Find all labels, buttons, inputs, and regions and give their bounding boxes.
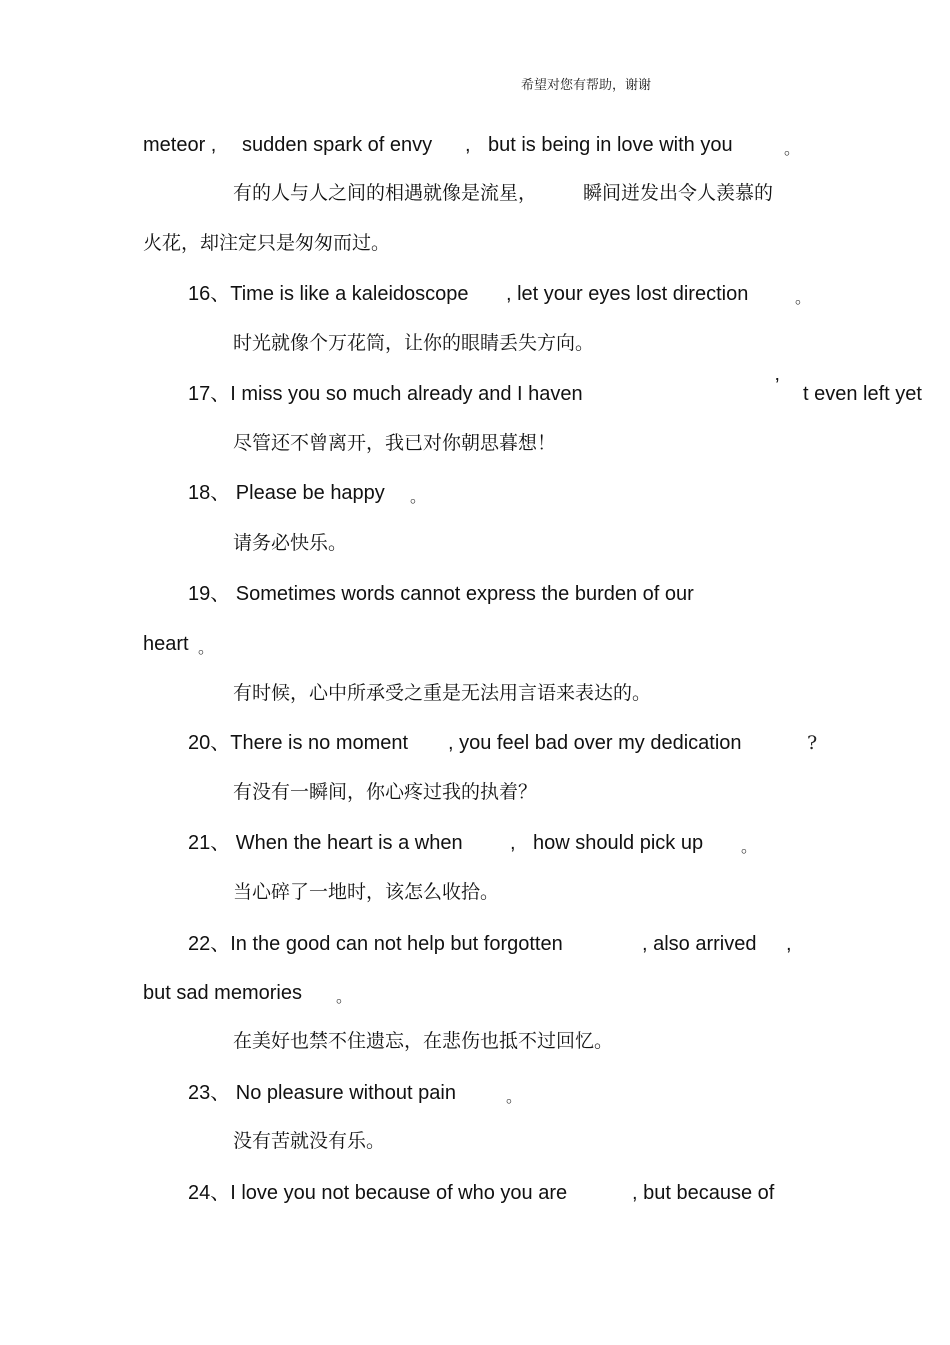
text-segment: but is being in love with you [488, 134, 733, 156]
text-segment: 瞬间迸发出令人羡慕的 [583, 182, 774, 204]
period-mark: 。 [741, 837, 758, 856]
text-segment: 在美好也禁不住遗忘，在悲伤也抵不过回忆。 [233, 1030, 614, 1052]
period-mark: 。 [506, 1087, 523, 1106]
text-segment: 请务必快乐。 [233, 532, 348, 554]
text-segment: 22、In the good can not help but forgotten [188, 933, 563, 955]
text-segment: but sad memories [143, 982, 302, 1004]
text-segment: heart [143, 633, 189, 655]
period-mark: 。 [198, 638, 215, 657]
text-segment: , [465, 134, 471, 156]
apostrophe-mark: ’ [775, 375, 780, 397]
text-segment: , let your eyes lost direction [506, 283, 749, 305]
text-segment: 有没有一瞬间，你心疼过我的执着？ [233, 781, 538, 803]
text-segment: 尽管还不曾离开，我已对你朝思暮想！ [233, 432, 557, 454]
text-segment: , you feel bad over my dedication [448, 732, 742, 754]
text-segment: 24、I love you not because of who you are [188, 1182, 568, 1204]
text-segment: 16、Time is like a kaleidoscope [188, 283, 469, 305]
text-segment: , also arrived [642, 933, 757, 955]
period-mark: 。 [410, 487, 427, 506]
text-segment: , [786, 933, 792, 955]
text-segment: 23、 No pleasure without pain [188, 1082, 456, 1104]
text-segment: 时光就像个万花筒，让你的眼睛丢失方向。 [233, 332, 595, 354]
text-segment: 18、 Please be happy [188, 482, 385, 504]
text-segment: sudden spark of envy [242, 134, 433, 156]
text-segment: 20、There is no moment [188, 732, 409, 754]
text-segment: 21、 When the heart is a when [188, 832, 463, 854]
text-segment: t even left yet [803, 383, 922, 405]
text-segment: 当心碎了一地时，该怎么收拾。 [233, 881, 500, 903]
period-mark: 。 [784, 139, 801, 158]
page-header: 希望对您有帮助，谢谢 [521, 78, 652, 93]
text-segment: 火花，却注定只是匆匆而过。 [143, 232, 391, 254]
text-segment: meteor , [143, 134, 217, 156]
text-segment: 有的人与人之间的相遇就像是流星， [233, 182, 538, 204]
text-segment: how should pick up [533, 832, 704, 854]
text-segment: 有时候，心中所承受之重是无法用言语来表达的。 [233, 682, 652, 704]
text-segment: 没有苦就没有乐。 [233, 1130, 386, 1152]
text-segment: , but because of [632, 1182, 775, 1204]
text-segment: 17、I miss you so much already and I haven [188, 383, 583, 405]
text-segment: 19、 Sometimes words cannot express the burden of our [188, 583, 694, 605]
period-mark: 。 [336, 987, 353, 1006]
period-mark: 。 [795, 288, 812, 307]
text-segment: , [510, 832, 516, 854]
question-mark: ? [807, 732, 818, 754]
